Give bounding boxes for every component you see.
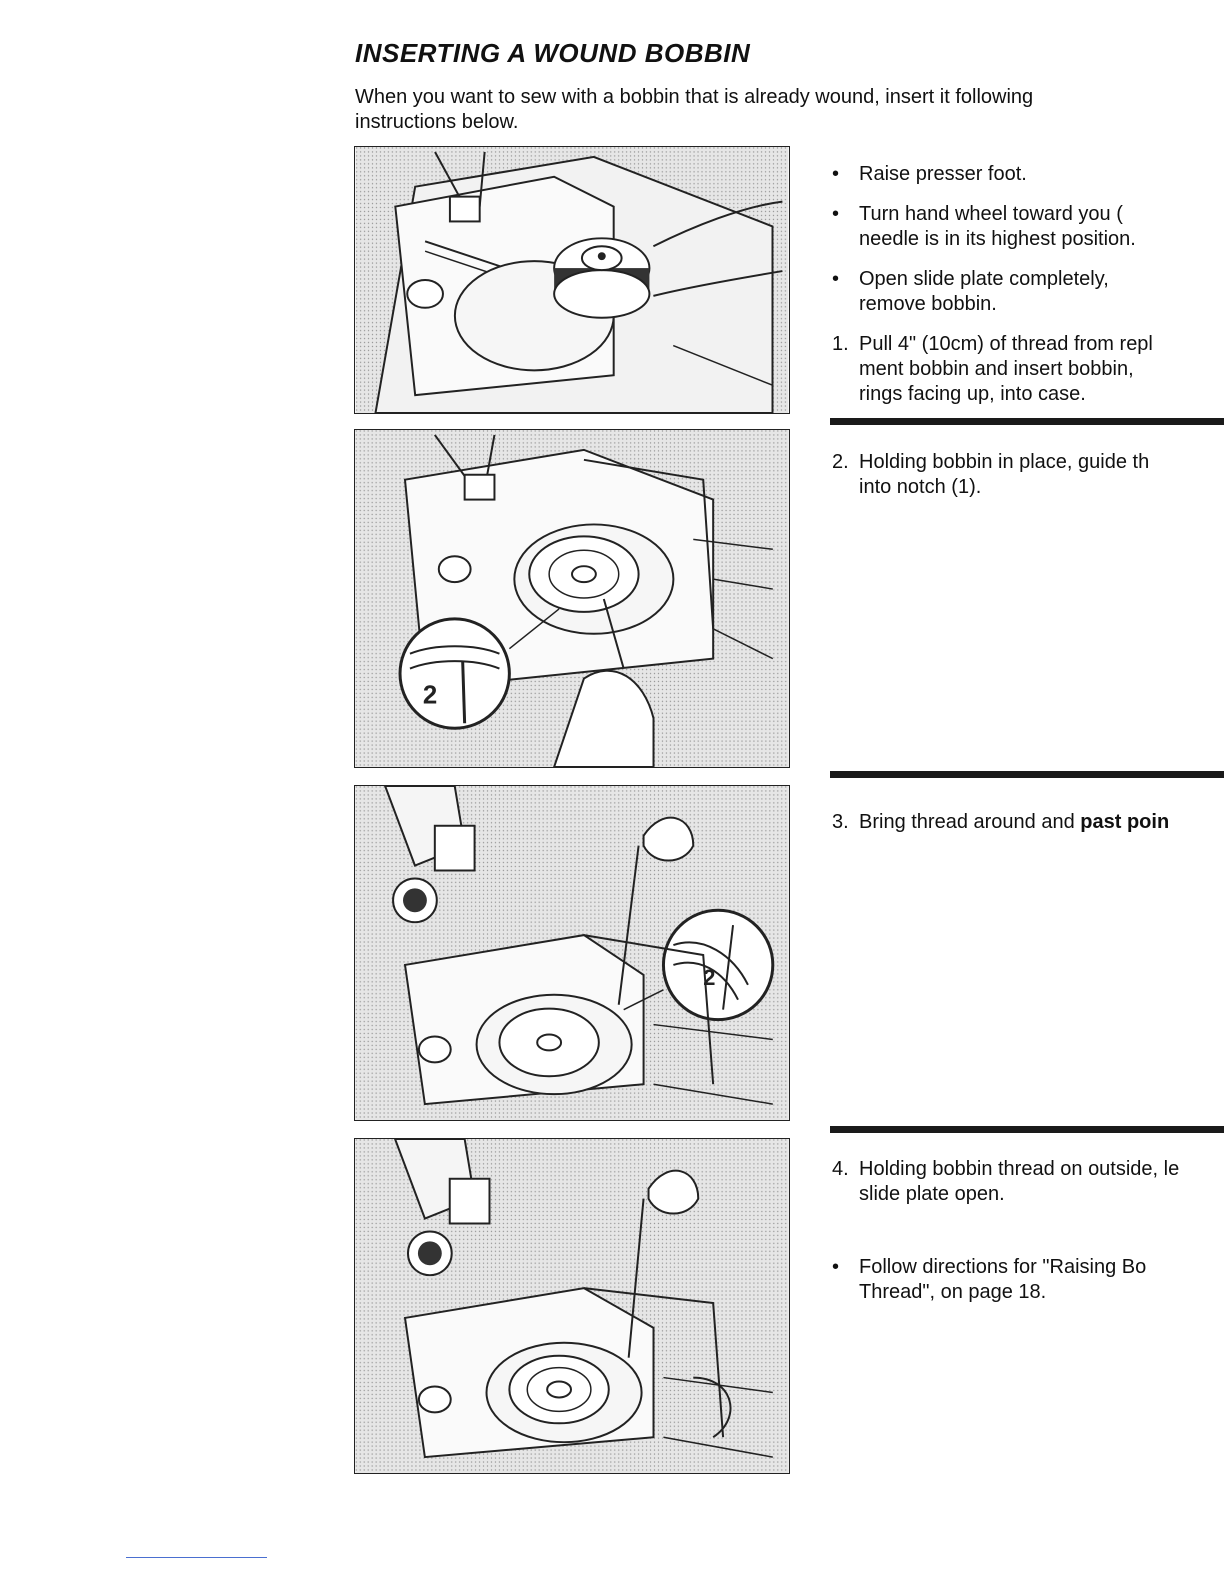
step-text-bold: past poin: [1080, 811, 1170, 833]
step-number: 4.: [832, 1158, 849, 1180]
step-3-bring-thread-around: [832, 810, 1224, 835]
figure-slide-plate-open: [354, 1138, 790, 1474]
thread-notch-illustration: [355, 430, 789, 767]
step-text-line: remove bobbin.: [859, 293, 997, 315]
intro-paragraph: [355, 85, 1224, 135]
step-number: 2.: [832, 451, 849, 473]
bullet-marker: •: [832, 203, 840, 225]
step-4-hold-bobbin-thread: [832, 1157, 1224, 1207]
step-text-line: needle is in its highest position.: [859, 228, 1136, 250]
steps-group-2: [832, 450, 1224, 515]
step-text-line: Turn hand wheel toward you (: [859, 203, 1123, 225]
bobbin-number-label: 1: [593, 274, 603, 292]
bullet-marker: •: [832, 268, 840, 290]
steps-group-1: [832, 162, 1224, 422]
callout-2-label-fig3: 2: [703, 964, 716, 990]
step-text-line: Pull 4" (10cm) of thread from repl: [859, 333, 1153, 355]
slide-plate-illustration: [355, 1139, 789, 1473]
step-text-line: Open slide plate completely,: [859, 268, 1109, 290]
intro-line-2: instructions below.: [355, 111, 519, 133]
section-divider: [830, 771, 1224, 778]
footer-rule: [126, 1557, 267, 1558]
bullet-marker: •: [832, 163, 840, 185]
step-text-line: into notch (1).: [859, 476, 982, 498]
step-open-slide-plate: [832, 267, 1224, 317]
step-text-line: Holding bobbin in place, guide th: [859, 451, 1150, 473]
step-1-pull-thread: [832, 332, 1224, 407]
step-text-line: rings facing up, into case.: [859, 383, 1086, 405]
figure-thread-past-point: [354, 785, 790, 1121]
step-2-guide-thread: [832, 450, 1224, 500]
step-text-line: slide plate open.: [859, 1183, 1005, 1205]
step-turn-hand-wheel: [832, 202, 1224, 252]
page-title: INSERTING A WOUND BOBBIN: [355, 38, 751, 68]
bullet-marker: •: [832, 1256, 840, 1278]
steps-group-3: [832, 810, 1224, 850]
step-text-line: [859, 810, 1224, 835]
step-number: 1.: [832, 333, 849, 355]
figure-remove-bobbin: [354, 146, 790, 414]
step-text-line: Follow directions for "Raising Bo: [859, 1256, 1147, 1278]
bobbin-removal-illustration: [355, 147, 789, 413]
step-text-line: Raise presser foot.: [859, 163, 1027, 185]
section-divider: [830, 418, 1224, 425]
step-text-line: Holding bobbin thread on outside, le: [859, 1158, 1180, 1180]
step-text-line: ment bobbin and insert bobbin,: [859, 358, 1134, 380]
intro-line-1: When you want to sew with a bobbin that is already wound, insert it following: [355, 86, 1034, 108]
step-text-line: Thread", on page 18.: [859, 1281, 1047, 1303]
step-text-regular: Bring thread around and: [859, 811, 1081, 833]
thread-past-point-illustration: [355, 786, 789, 1120]
steps-group-4: [832, 1157, 1224, 1320]
step-follow-directions: [832, 1255, 1224, 1305]
step-number: 3.: [832, 811, 849, 833]
section-divider: [830, 1126, 1224, 1133]
figure-guide-thread-notch: [354, 429, 790, 768]
callout-2-label: 2: [422, 681, 438, 710]
step-raise-presser-foot: [832, 162, 1224, 187]
